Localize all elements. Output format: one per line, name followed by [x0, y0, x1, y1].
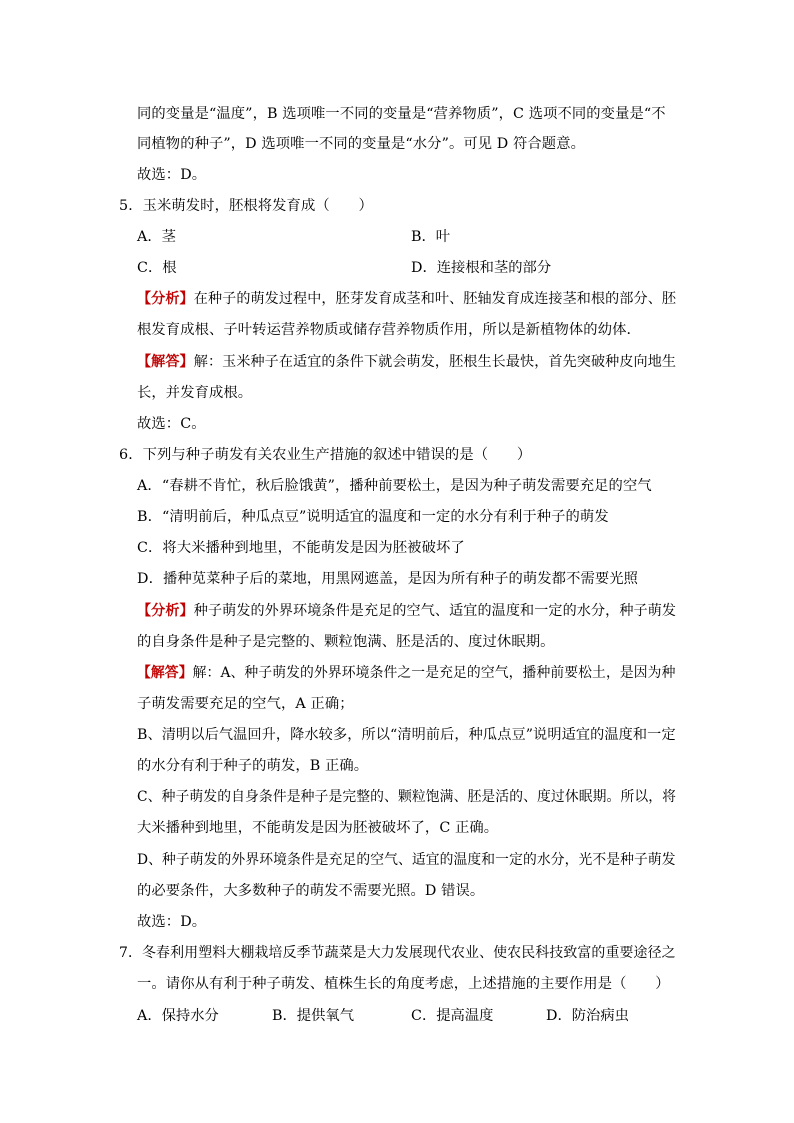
q6-solution — [137, 663, 676, 683]
q7-option-d: D．防治病虫 — [546, 1008, 629, 1024]
q7-option-a: A．保持水分 — [137, 1008, 219, 1024]
q5-analysis-line-2: 根发育成根、子叶转运营养物质或储存营养物质作用，所以是新植物体的幼体． — [137, 322, 641, 338]
q5-option-d: D．连接根和茎的部分 — [411, 260, 552, 276]
q7-stem-line-1: 7．冬春利用塑料大棚栽培反季节蔬菜是大力发展现代农业、使农民科技致富的重要途径之 — [119, 945, 676, 961]
q7-option-c: C．提高温度 — [411, 1008, 494, 1024]
q4-explanation-line-1: 同的变量是“温度”，B 选项唯一不同的变量是“营养物质”，C 选项不同的变量是“不 — [137, 106, 666, 122]
q5-analysis — [137, 289, 676, 309]
q5-solution-line-2: 长，并发育成根。 — [137, 385, 253, 401]
q5-option-a: A．茎 — [137, 229, 176, 245]
q6-analysis-text: 种子萌发的外界环境条件是充足的空气、适宜的温度和一定的水分，种子萌发 — [193, 603, 677, 619]
q5-solution — [137, 352, 676, 372]
q6-d-explanation-1: D、种子萌发的外界环境条件是充足的空气、适宜的温度和一定的水分，光不是种子萌发 — [137, 852, 676, 868]
q6-solution-tag: 【解答】 — [137, 665, 193, 681]
q5-option-b: B．叶 — [411, 229, 451, 245]
q4-explanation-line-2: 同植物的种子”，D 选项唯一不同的变量是“水分”。可见 D 符合题意。 — [137, 136, 585, 152]
q6-option-b: B．“清明前后，种瓜点豆”说明适宜的温度和一定的水分有利于种子的萌发 — [137, 509, 609, 525]
q5-stem: 5．玉米萌发时，胚根将发育成（ ） — [119, 198, 373, 214]
q6-b-explanation-1: B、清明以后气温回升，降水较多，所以“清明前后，种瓜点豆”说明适宜的温度和一定 — [137, 727, 676, 743]
q6-solution-text: 解：A、种子萌发的外界环境条件之一是充足的空气，播种前要松土，是因为种 — [192, 665, 676, 681]
q6-d-explanation-2: 的必要条件，大多数种子的萌发不需要光照。D 错误。 — [137, 883, 485, 899]
q5-analysis-tag: 【分析】 — [137, 291, 194, 307]
q7-stem-line-2: 一。请你从有利于种子萌发、植株生长的角度考虑，上述措施的主要作用是（ ） — [137, 976, 670, 992]
q4-answer: 故选：D。 — [137, 167, 207, 183]
q5-solution-tag: 【解答】 — [137, 354, 194, 370]
q6-option-a: A．“春耕不肯忙，秋后脸饿黄”，播种前要松土，是因为种子萌发需要充足的空气 — [137, 478, 652, 494]
q5-option-c: C．根 — [137, 260, 177, 276]
q6-analysis — [137, 601, 676, 621]
q5-analysis-text: 在种子的萌发过程中，胚芽发育成茎和叶、胚轴发育成连接茎和根的部分、胚 — [193, 291, 677, 307]
q5-answer: 故选：C。 — [137, 416, 206, 432]
q6-answer: 故选：D。 — [137, 914, 207, 930]
q6-b-explanation-2: 的水分有利于种子的萌发，B 正确。 — [137, 758, 369, 774]
q6-c-explanation-1: C、种子萌发的自身条件是种子是完整的、颗粒饱满、胚是活的、度过休眠期。所以，将 — [137, 789, 677, 805]
q6-analysis-tag: 【分析】 — [137, 603, 194, 619]
q6-stem: 6．下列与种子萌发有关农业生产措施的叙述中错误的是（ ） — [119, 447, 532, 463]
q6-analysis-line-2: 的自身条件是种子是完整的、颗粒饱满、胚是活的、度过休眠期。 — [137, 634, 555, 650]
q7-option-b: B．提供氧气 — [272, 1008, 354, 1024]
q5-solution-text: 解：玉米种子在适宜的条件下就会萌发，胚根生长最快，首先突破种皮向地生 — [193, 354, 677, 370]
q6-c-explanation-2: 大米播种到地里，不能萌发是因为胚被破坏了，C 正确。 — [137, 820, 499, 836]
q6-option-d: D．播种苋菜种子后的菜地，用黑网遮盖，是因为所有种子的萌发都不需要光照 — [137, 571, 639, 587]
q6-option-c: C．将大米播种到地里，不能萌发是因为胚被破坏了 — [137, 540, 465, 556]
q6-solution-line-2: 子萌发需要充足的空气，A 正确； — [137, 696, 354, 712]
